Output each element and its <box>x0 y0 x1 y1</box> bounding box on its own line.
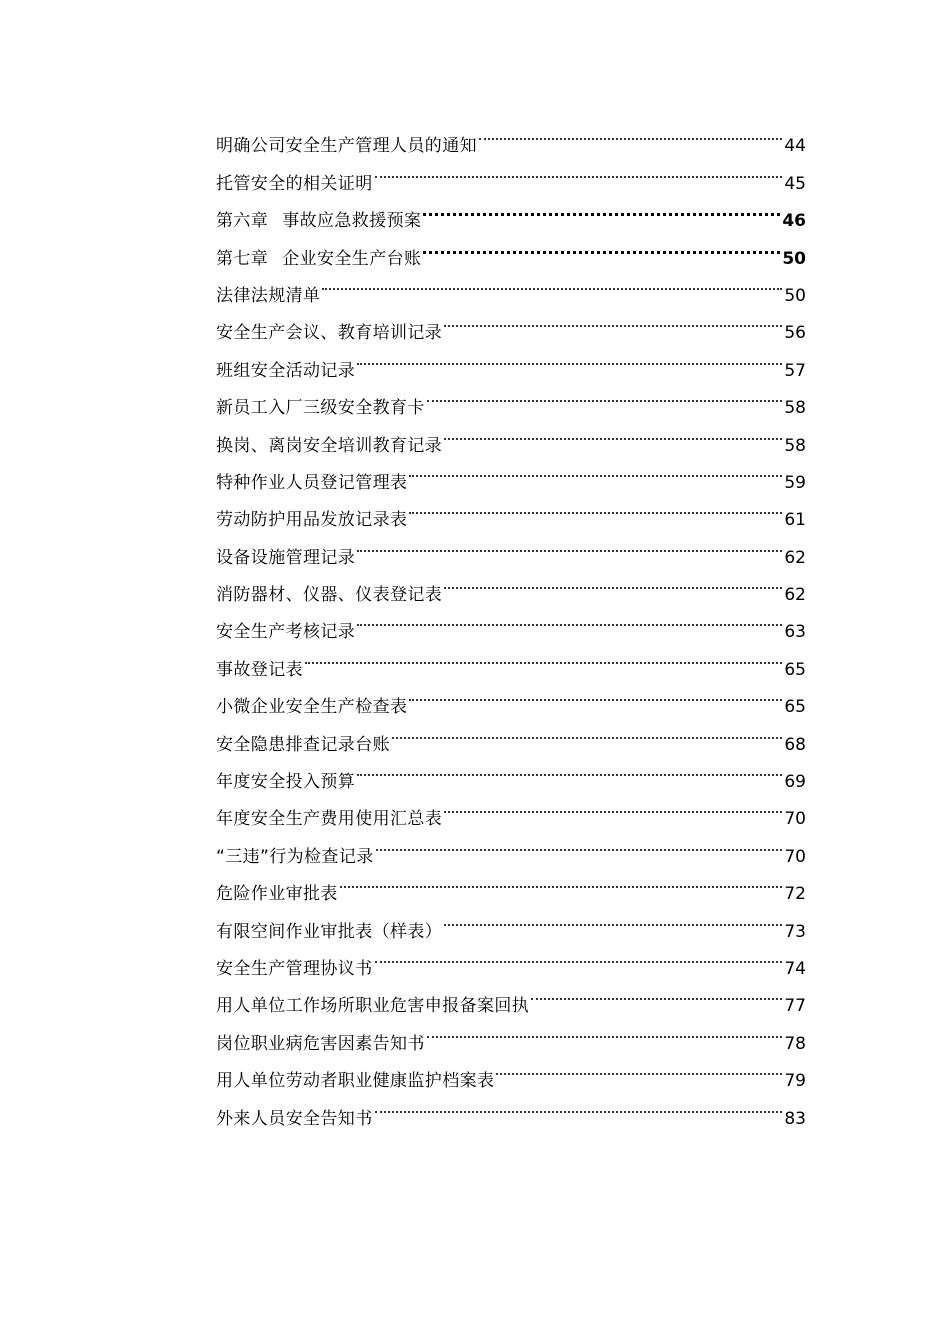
toc-page-number: 62 <box>784 585 806 606</box>
toc-page-number: 77 <box>784 996 806 1017</box>
toc-leader-dots <box>357 750 782 787</box>
toc-entry-title: 危险作业审批表 <box>216 884 338 905</box>
toc-entry-title: 年度安全生产费用使用汇总表 <box>216 809 443 830</box>
toc-leader-dots <box>392 712 782 749</box>
toc-page-number: 78 <box>784 1033 806 1054</box>
toc-entry-title: 消防器材、仪器、仪表登记表 <box>216 585 443 606</box>
toc-leader-dots <box>375 151 783 188</box>
toc-entry-title: 特种作业人员登记管理表 <box>216 472 408 493</box>
toc-page-number: 62 <box>784 547 806 568</box>
toc-page-number: 57 <box>784 360 806 381</box>
toc-page-number: 46 <box>782 211 806 232</box>
toc-page-number: 58 <box>784 398 806 419</box>
toc-entry-title: 托管安全的相关证明 <box>216 173 373 194</box>
toc-page-number: 69 <box>784 772 806 793</box>
toc-page-number: 79 <box>784 1071 806 1092</box>
toc-leader-dots <box>375 1086 783 1123</box>
toc-page-number: 50 <box>784 285 806 306</box>
toc-leader-dots <box>479 114 782 151</box>
toc-page-number: 74 <box>784 958 806 979</box>
toc-entry-title: 岗位职业病危害因素告知书 <box>216 1033 425 1054</box>
toc-page-number: 70 <box>784 846 806 867</box>
toc-page-number: 50 <box>782 248 806 269</box>
toc-entry-title: 明确公司安全生产管理人员的通知 <box>216 136 477 157</box>
toc-chapter-title: 企业安全生产台账 <box>282 248 422 269</box>
toc-entry-title: 有限空间作业审批表（样表） <box>216 921 443 942</box>
toc-entry-title: 劳动防护用品发放记录表 <box>216 510 408 531</box>
toc-leader-dots <box>427 376 783 413</box>
toc-entry[interactable] <box>216 114 806 157</box>
toc-entry[interactable] <box>216 675 806 718</box>
toc-leader-dots <box>357 600 782 637</box>
toc-leader-dots <box>409 488 782 525</box>
toc-page-number: 44 <box>784 136 806 157</box>
toc-entry-title: 外来人员安全告知书 <box>216 1108 373 1129</box>
toc-leader-dots <box>357 338 782 375</box>
toc-entry-title: 安全生产管理协议书 <box>216 958 373 979</box>
toc-entry-title: 年度安全投入预算 <box>216 772 356 793</box>
toc-leader-dots <box>444 787 782 824</box>
toc-entry-title: 小微企业安全生产检查表 <box>216 697 408 718</box>
table-of-contents <box>216 114 806 1129</box>
toc-entry-title: 班组安全活动记录 <box>216 360 356 381</box>
toc-entry[interactable] <box>216 637 806 680</box>
toc-leader-dots <box>444 899 782 936</box>
toc-entry-title: 用人单位劳动者职业健康监护档案表 <box>216 1071 495 1092</box>
toc-page-number: 65 <box>784 697 806 718</box>
toc-page-number: 58 <box>784 435 806 456</box>
toc-chapter-number: 第七章 <box>216 248 269 269</box>
toc-leader-dots <box>444 301 782 338</box>
toc-leader-dots <box>409 451 782 488</box>
toc-leader-dots <box>375 937 783 974</box>
toc-leader-dots <box>409 675 782 712</box>
toc-page-number: 56 <box>784 323 806 344</box>
toc-page-number: 83 <box>784 1108 806 1129</box>
toc-entry-title: 事故登记表 <box>216 659 303 680</box>
toc-leader-dots <box>376 824 783 861</box>
toc-page-number: 59 <box>784 472 806 493</box>
toc-leader-dots <box>357 525 782 562</box>
toc-entry-title: 法律法规清单 <box>216 285 321 306</box>
toc-chapter-title: 事故应急救援预案 <box>282 211 422 232</box>
toc-leader-dots <box>444 413 782 450</box>
toc-entry-title: 新员工入厂三级安全教育卡 <box>216 398 425 419</box>
toc-leader-dots <box>305 637 782 674</box>
toc-leader-dots <box>444 563 782 600</box>
toc-page-number: 73 <box>784 921 806 942</box>
toc-entry-title <box>216 203 421 240</box>
toc-entry-title: 换岗、离岗安全培训教育记录 <box>216 435 443 456</box>
toc-page-number: 63 <box>784 622 806 643</box>
toc-page-number: 70 <box>784 809 806 830</box>
toc-entry-title: 用人单位工作场所职业危害申报备案回执 <box>216 996 530 1017</box>
toc-entry-title: 设备设施管理记录 <box>216 547 356 568</box>
toc-leader-dots <box>423 226 780 263</box>
toc-page-number: 72 <box>784 884 806 905</box>
toc-entry-title: 安全生产考核记录 <box>216 622 356 643</box>
toc-page-number: 65 <box>784 659 806 680</box>
toc-entry-title: “三违”行为检查记录 <box>216 846 374 867</box>
toc-leader-dots <box>423 189 780 226</box>
toc-leader-dots <box>322 264 782 301</box>
toc-page-number: 61 <box>784 510 806 531</box>
toc-leader-dots <box>427 1011 783 1048</box>
toc-leader-dots <box>496 1049 782 1086</box>
toc-leader-dots <box>340 862 783 899</box>
toc-page-number: 68 <box>784 734 806 755</box>
toc-leader-dots <box>531 974 782 1011</box>
toc-entry-title: 安全隐患排查记录台账 <box>216 734 390 755</box>
toc-entry-title: 安全生产会议、教育培训记录 <box>216 323 443 344</box>
toc-chapter-number: 第六章 <box>216 211 269 232</box>
toc-page-number: 45 <box>784 173 806 194</box>
